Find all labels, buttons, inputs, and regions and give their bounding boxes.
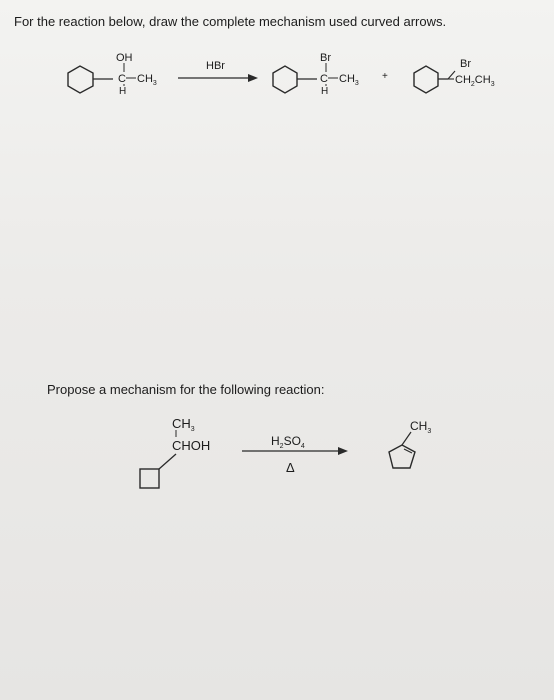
product-ch3-label: $CH_3$: [410, 419, 432, 435]
reactant-c-label: C: [118, 73, 126, 85]
reactant-2-ch3-label: $CH_3$: [172, 416, 195, 433]
reactant-2-chohe-label: CHOH: [172, 438, 211, 453]
product-1-ch3-label: $CH_3$: [339, 73, 359, 87]
question-1-prompt: For the reaction below, draw the complete mechanism used curved arrows.: [14, 14, 447, 29]
reaction-1-arrowhead: [248, 74, 258, 82]
heat-symbol: Δ: [286, 460, 295, 475]
product-1-br-label: Br: [320, 52, 331, 64]
product-2-br-label: Br: [460, 58, 471, 70]
product-1-h-label: H: [321, 86, 329, 97]
cyclopentene-ring: [389, 445, 415, 468]
reactant-ch3-label: $CH_3$: [137, 73, 157, 87]
reactant-oh-label: OH: [116, 52, 133, 64]
reactant-h-label: H: [119, 86, 127, 97]
reaction-2-scheme: [0, 410, 554, 520]
reactant-cyclohexane-ring: [68, 66, 93, 93]
product-2-cyclohexane-ring: [414, 66, 438, 93]
product-2-ethyl-label: $CH_2CH_3$: [455, 74, 495, 88]
question-2-prompt: Propose a mechanism for the following reaction:: [47, 382, 325, 397]
h2so4-reagent-label: $H_2SO_4$: [271, 434, 305, 450]
cyclobutane-ring: [140, 469, 159, 488]
plus-sign: +: [382, 71, 388, 82]
reaction-1-scheme: [0, 40, 554, 150]
product-1-c-label: C: [320, 73, 328, 85]
reaction-2-arrowhead: [338, 447, 348, 455]
hbr-reagent-label: HBr: [206, 60, 225, 72]
product-1-cyclohexane-ring: [273, 66, 297, 93]
